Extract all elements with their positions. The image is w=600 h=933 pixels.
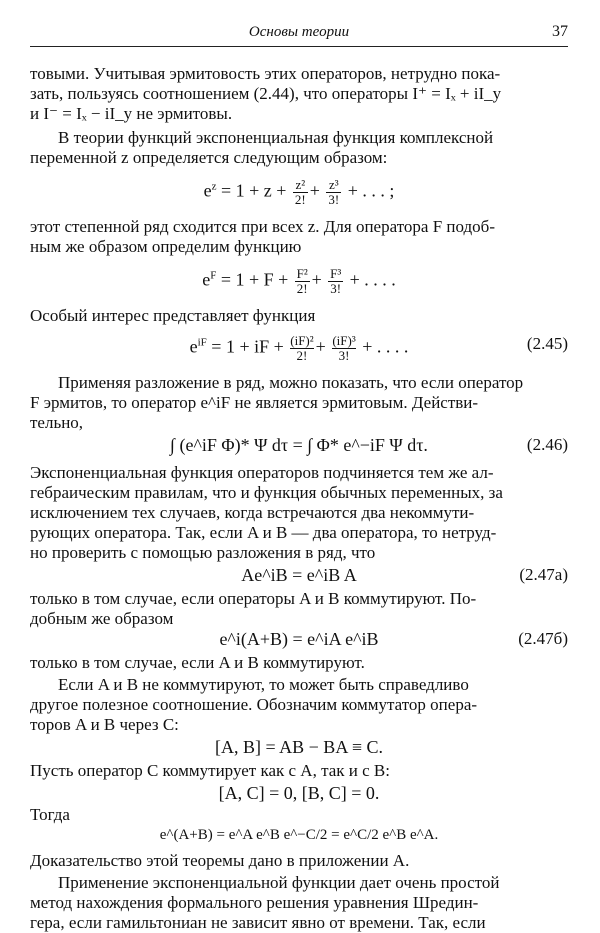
text-line: другое полезное соотношение. Обозначим коммутатор опера- <box>30 695 478 714</box>
text-line: переменной z определяется следующим образом: <box>30 148 388 167</box>
text-line: только в том случае, если A и B коммутируют. <box>30 653 365 672</box>
equation-commutator: [A, B] = AB − BA ≡ C. <box>215 737 383 757</box>
text-line: гебраическим правилам, что и функция обычных переменных, за <box>30 483 503 502</box>
equation-2-47a: Ae^iB = e^iB A (2.47а) <box>241 565 568 585</box>
paragraph-1 <box>30 64 568 124</box>
paragraph-3 <box>30 217 568 257</box>
text-line: F эрмитов, то оператор e^iF не является эрмитовым. Действи- <box>30 393 479 412</box>
text-line: Пусть оператор C коммутирует как с A, так и с B: <box>30 761 390 780</box>
equation-number: (2.45) <box>526 334 568 353</box>
text-line: ным же образом определим функцию <box>30 237 302 256</box>
equation-bch: e^(A+B) = e^A e^B e^−C/2 = e^C/2 e^B e^A. <box>159 827 439 843</box>
text-line: Особый интерес представляет функция <box>30 306 316 325</box>
text-line: исключением тех случаев, когда встречаются два некоммути- <box>30 503 475 522</box>
text-line: добным же образом <box>30 609 174 628</box>
paragraph-13 <box>30 873 568 933</box>
equation-2-46: ∫ (e^iF Φ)* Ψ dτ = ∫ Φ* e^−iF Ψ dτ. (2.46) <box>170 435 568 455</box>
text-line: только в том случае, если операторы A и B коммутируют. По- <box>30 589 477 608</box>
text-line: Экспоненциальная функция операторов подчиняется тем же ал- <box>30 463 494 482</box>
text-line: и I⁻ = Iₓ − iI_y не эрмитовы. <box>30 104 233 123</box>
text-line: В теории функций экспоненциальная функция комплексной <box>58 128 494 147</box>
text-line: Применяя разложение в ряд, можно показать, что если оператор <box>58 373 524 392</box>
text-line: торов A и B через C: <box>30 715 179 734</box>
page-number: 37 <box>552 23 568 40</box>
paragraph-7 <box>30 589 568 629</box>
paragraph-9 <box>30 675 568 735</box>
equation-2-45: $e^{iF} = 1$ + iF + $\frac{\text{(iF)²}}{2!}$ + $\frac{\text{(iF)³}}{3!}$ + . . . . (2.45) <box>189 333 568 363</box>
text-line: гера, если гамильтониан не зависит явно от времени. Так, если <box>30 913 486 932</box>
text-line: Применение экспоненциальной функции дает очень простой <box>58 873 500 892</box>
equation-2-47b: e^i(A+B) = e^iA e^iB (2.47б) <box>219 629 568 649</box>
equation-number: (2.46) <box>526 435 568 454</box>
text-line: тельно, <box>30 413 84 432</box>
paragraph-5 <box>30 373 568 433</box>
paragraph-8 <box>30 653 568 673</box>
text-line: Доказательство этой теоремы дано в приложении А. <box>30 851 410 870</box>
paragraph-6 <box>30 463 568 563</box>
equation-exp-F: $e^F = 1 + F$ + $\frac{\text{F²}}{2!}$ + $\frac{\text{F³}}{3!}$ + . . . . <box>202 266 396 296</box>
paragraph-4 <box>30 306 568 326</box>
text-line: этот степенной ряд сходится при всех z. Для оператора F подоб- <box>30 217 495 236</box>
text-line: Тогда <box>30 805 70 824</box>
text-line: метод нахождения формального решения уравнения Шредин- <box>30 893 479 912</box>
text-line: рующих оператора. Так, если A и B — два оператора, то нетруд- <box>30 523 497 542</box>
equation-exp-z: $e^z = 1 + z$ + $\frac{\text{z²}}{2!}$ + $\frac{\text{z³}}{3!}$ + . . . ; <box>203 177 395 207</box>
paragraph-10 <box>30 761 568 781</box>
equation-commutes: [A, C] = 0, [B, C] = 0. <box>218 783 380 803</box>
running-title: Основы теории <box>248 24 350 40</box>
equation-number: (2.47б) <box>518 629 568 648</box>
text-line: Если A и B не коммутируют, то может быть справедливо <box>58 675 469 694</box>
paragraph-11 <box>30 805 568 825</box>
page-body <box>30 64 568 933</box>
text-line: зать, пользуясь соотношением (2.44), что операторы I⁺ = Iₓ + iI_y <box>30 84 502 103</box>
text-line: товыми. Учитывая эрмитовость этих операторов, нетрудно пока- <box>30 64 501 83</box>
paragraph-12 <box>30 851 568 871</box>
text-line: но проверить с помощью разложения в ряд, что <box>30 543 376 562</box>
equation-number: (2.47а) <box>519 565 568 584</box>
running-header <box>30 22 568 47</box>
paragraph-2 <box>30 128 568 168</box>
